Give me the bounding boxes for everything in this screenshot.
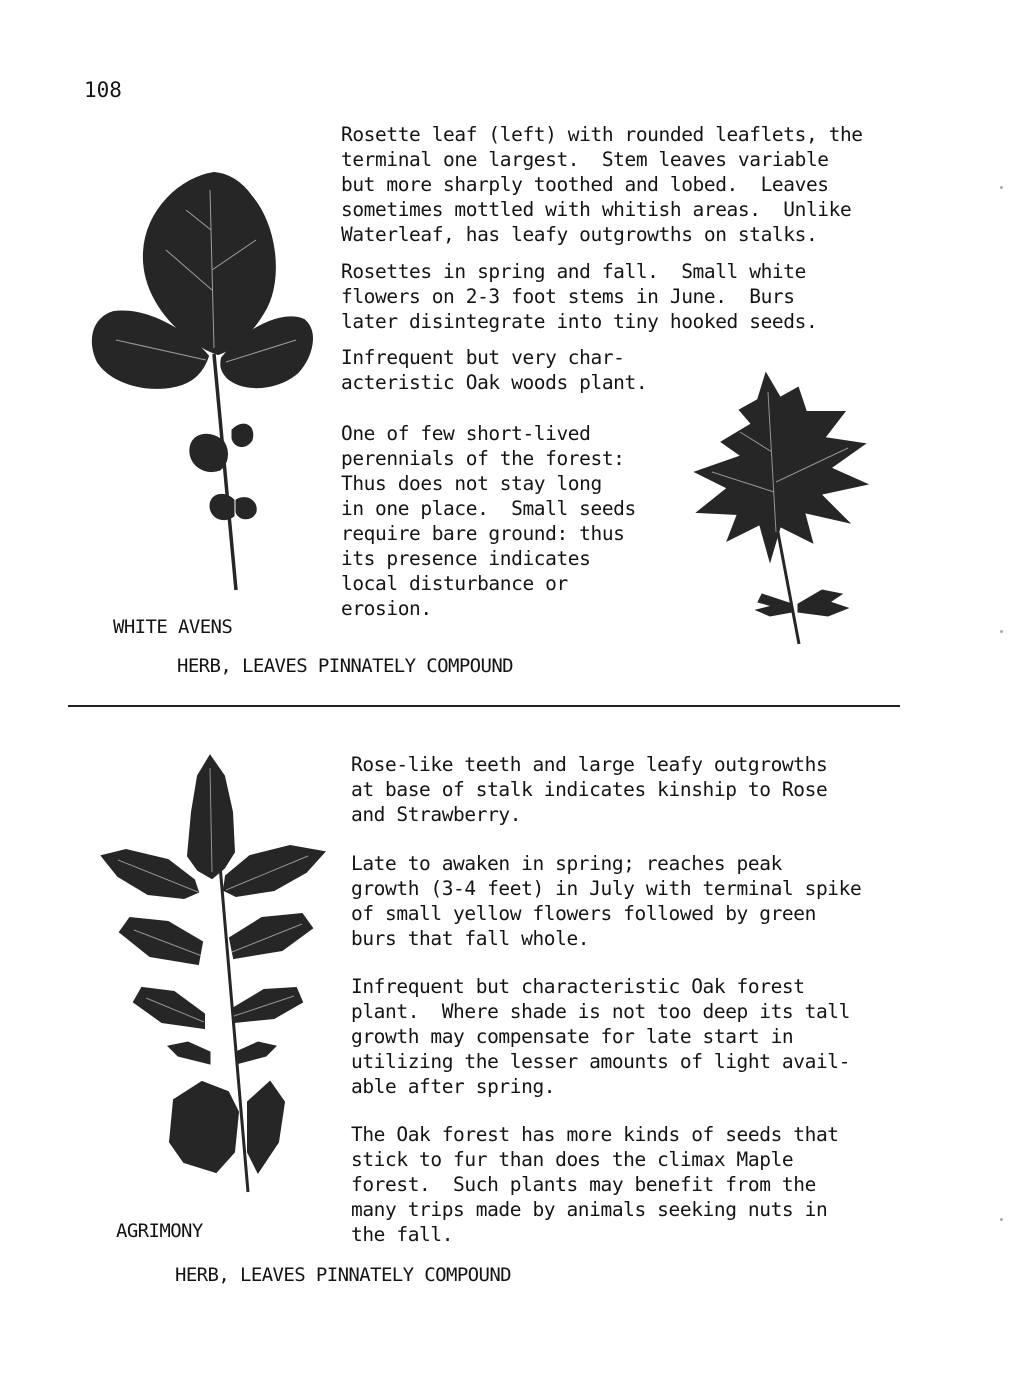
paper-speck bbox=[1000, 630, 1003, 633]
white-avens-rosette-leaf-print-icon bbox=[86, 170, 316, 630]
agrimony-paragraph: Late to awaken in spring; reaches peak growth (3-4 feet) in July with terminal spike of small yellow flowers followed by green burs that fall whole. bbox=[351, 852, 862, 950]
white-avens-classification-caption: HERB, LEAVES PINNATELY COMPOUND bbox=[177, 655, 514, 677]
agrimony-paragraph: Rose-like teeth and large leafy outgrowths at base of stalk indicates kinship to Rose and Strawberry. bbox=[351, 753, 828, 826]
paper-speck bbox=[1000, 1218, 1003, 1221]
agrimony-species-name: AGRIMONY bbox=[116, 1220, 203, 1242]
white-avens-paragraph: Rosette leaf (left) with rounded leaflets, the terminal one largest. Stem leaves variable but more sharply toothed and lobed. Leaves sometimes mottled with whitish areas. Unlike Waterleaf, has leafy outgrowths on stalks. bbox=[341, 123, 863, 246]
agrimony-paragraph: The Oak forest has more kinds of seeds that stick to fur than does the climax Maple forest. Such plants may benefit from the many trips made by animals seeking nuts in the fall. bbox=[351, 1123, 839, 1246]
white-avens-paragraph: Infrequent but very char- acteristic Oak woods plant. bbox=[341, 346, 648, 394]
agrimony-leaf-print-icon bbox=[98, 752, 333, 1202]
white-avens-stem-leaf-print-icon bbox=[688, 372, 878, 652]
agrimony-classification-caption: HERB, LEAVES PINNATELY COMPOUND bbox=[175, 1264, 512, 1286]
white-avens-paragraph: One of few short-lived perennials of the forest: Thus does not stay long in one place. Small seeds require bare ground: thus its presence indicates local disturbance or erosion. bbox=[341, 422, 636, 620]
white-avens-paragraph: Rosettes in spring and fall. Small white flowers on 2-3 foot stems in June. Burs later disintegrate into tiny hooked seeds. bbox=[341, 260, 818, 333]
paper-speck bbox=[1000, 186, 1003, 189]
page-number: 108 bbox=[84, 78, 122, 102]
white-avens-species-name: WHITE AVENS bbox=[113, 616, 233, 638]
section-divider bbox=[68, 705, 900, 707]
agrimony-paragraph: Infrequent but characteristic Oak forest plant. Where shade is not too deep its tall growth may compensate for late start in utilizing the lesser amounts of light avail- able after spring. bbox=[351, 975, 850, 1098]
